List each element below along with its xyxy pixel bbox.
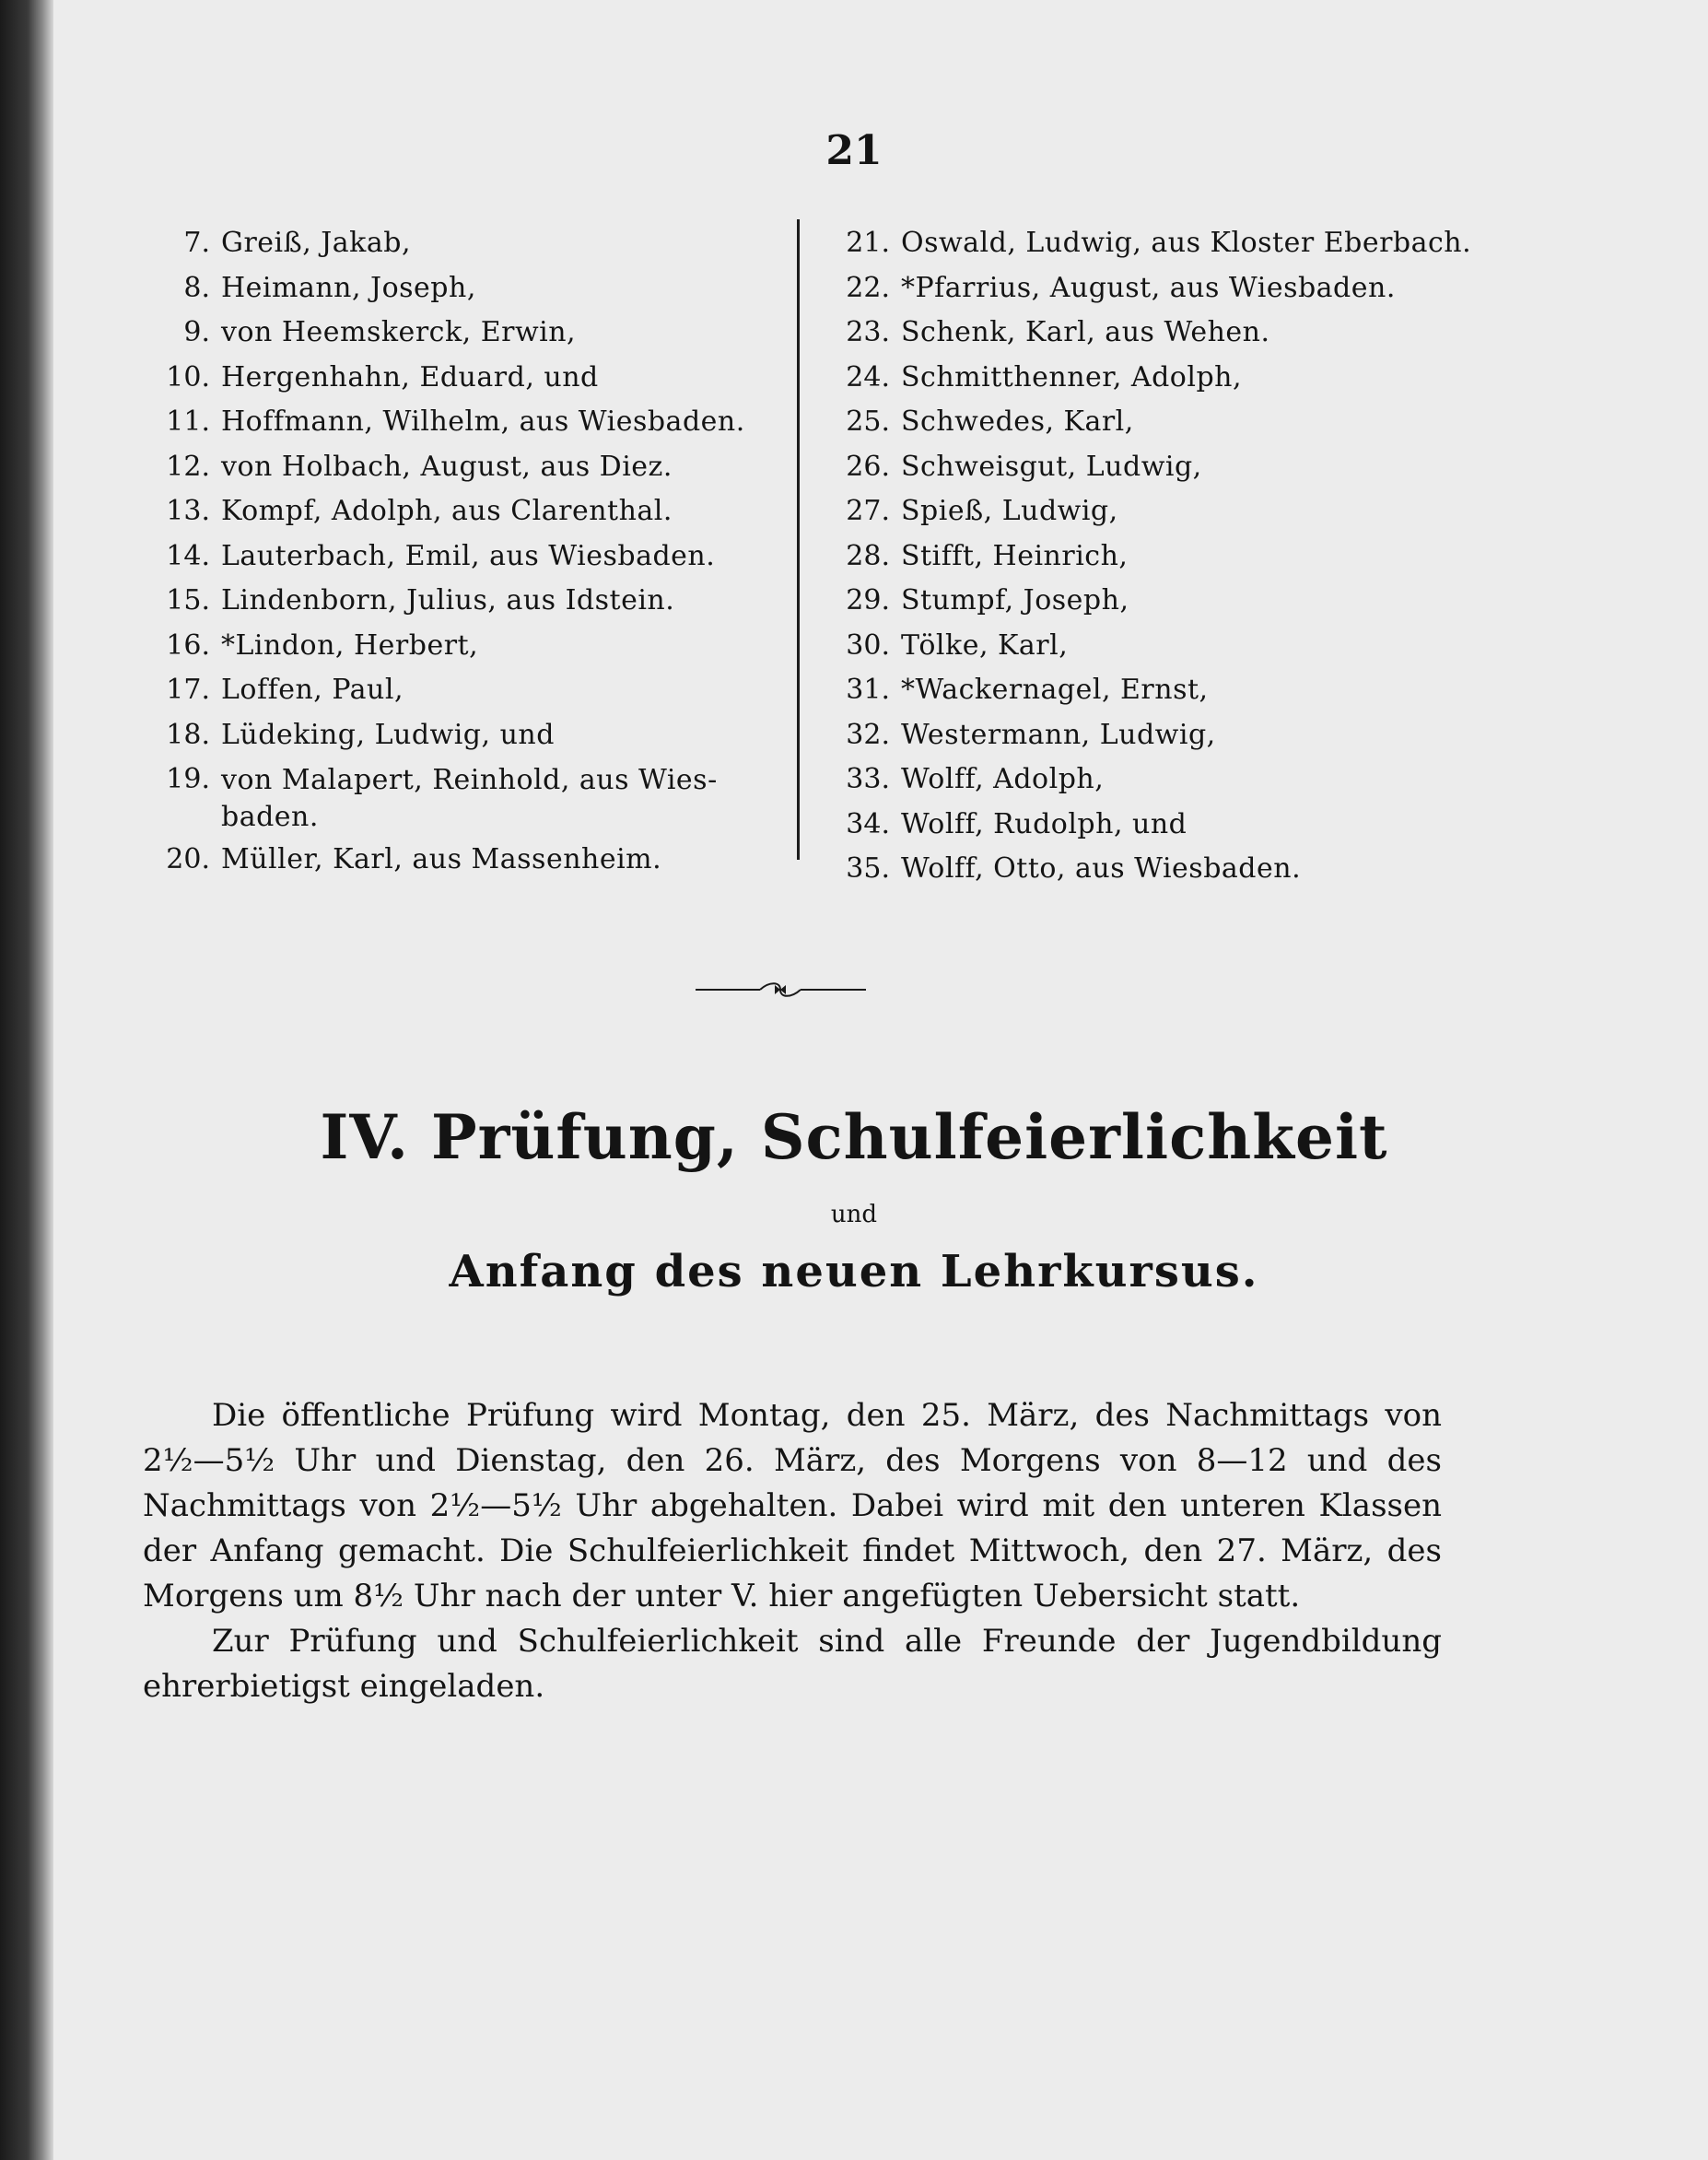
list-item [138,445,797,490]
student-number: 11. [166,405,210,438]
student-number: 23. [846,316,890,348]
list-item [138,400,797,445]
student-number: 31. [846,674,890,706]
student-number: 7. [183,227,210,259]
student-number: 28. [846,539,890,572]
student-list-left [138,221,797,883]
list-item [138,311,797,356]
student-name: Hoffmann, Wilhelm, aus Wiesbaden. [221,405,745,438]
student-name: Lüdeking, Ludwig, und [221,718,555,751]
student-number: 17. [166,674,210,706]
student-number: 32. [846,718,890,751]
list-item [138,713,797,758]
section-title: IV. Prüfung, Schulfeierlichkeit [320,1101,1388,1173]
body-text [143,1393,1442,1709]
student-number: 19. [166,763,210,795]
student-name: Hergenhahn, Eduard, und [221,360,599,393]
list-item [818,221,1647,266]
list-item [138,221,797,266]
list-item [138,624,797,669]
student-number: 20. [166,843,210,875]
student-number: 15. [166,584,210,616]
list-item [818,266,1647,311]
student-number: 9. [183,316,210,348]
student-name: Schwedes, Karl, [901,405,1134,438]
list-item [818,311,1647,356]
student-number: 30. [846,628,890,662]
student-name: Wolff, Adolph, [901,763,1105,795]
student-number: 13. [166,495,210,527]
student-name: von Heemskerck, Erwin, [221,316,577,348]
binding-shadow [0,0,53,2160]
student-number: 35. [846,852,890,885]
paragraph: Die öffentliche Prüfung wird Montag, den 25. März, des Nachmittags von 2½—5½ Uhr und Dienstag, den 26. März, des Morgens von 8—12 und des Nachmittags von 2½—5½ Uhr abgehalten. Dabei wird mit den unteren Klassen der Anfang gemacht. Die Schulfeierlichkeit findet Mittwoch, den 27. März, des Morgens um 8½ Uhr nach der unter V. hier angefügten Uebersicht statt. [143,1397,1442,1614]
student-name: Kompf, Adolph, aus Clarenthal. [221,495,673,527]
list-item [818,400,1647,445]
list-item [818,624,1647,669]
student-name: Schmitthenner, Adolph, [901,360,1243,393]
list-item [818,356,1647,401]
student-name: Wolff, Otto, aus Wiesbaden. [901,852,1302,885]
student-number: 24. [846,360,890,393]
paragraph: Zur Prüfung und Schulfeierlichkeit sind alle Freunde der Jugendbildung ehrerbietigst eingeladen. [143,1623,1442,1705]
section-subtitle: Anfang des neuen Lehrkursus. [449,1246,1259,1297]
student-name: Tölke, Karl, [901,628,1069,662]
list-item [818,713,1647,758]
ornament-divider-icon [696,980,866,1000]
list-item [138,534,797,580]
student-name: *Wackernagel, Ernst, [901,674,1209,706]
student-name: Stifft, Heinrich, [901,539,1129,572]
list-item [138,266,797,311]
list-item [818,803,1647,848]
list-item [138,757,797,838]
student-number: 16. [166,628,210,662]
list-item [138,668,797,713]
student-name: Westermann, Ludwig, [901,718,1216,751]
student-number: 14. [166,539,210,572]
student-number: 26. [846,450,890,483]
student-name: Oswald, Ludwig, aus Kloster Eberbach. [901,227,1472,259]
student-number: 34. [846,807,890,840]
student-number: 12. [166,450,210,483]
student-number: 27. [846,495,890,527]
list-item [818,579,1647,624]
student-number: 29. [846,584,890,616]
student-list-right [818,221,1647,892]
page-number: 21 [825,127,883,174]
student-number: 33. [846,763,890,795]
student-name: Lauterbach, Emil, aus Wiesbaden. [221,539,716,572]
student-number: 18. [166,718,210,751]
list-item [138,579,797,624]
student-name: *Pfarrius, August, aus Wiesbaden. [901,271,1396,304]
column-divider [797,219,800,860]
student-number: 8. [183,271,210,304]
student-name: Schweisgut, Ludwig, [901,450,1202,483]
student-name: von Holbach, August, aus Diez. [221,450,673,483]
student-name: Heimann, Joseph, [221,271,476,304]
student-number: 25. [846,405,890,438]
list-item [818,847,1647,892]
list-item [138,489,797,534]
section-conjunction: und [830,1201,878,1228]
list-item [138,838,797,883]
student-name: Schenk, Karl, aus Wehen. [901,316,1270,348]
list-item [818,668,1647,713]
student-name: Greiß, Jakab, [221,227,411,259]
student-name: Müller, Karl, aus Massenheim. [221,843,662,875]
student-number: 10. [166,360,210,393]
student-name: Spieß, Ludwig, [901,495,1118,527]
list-item [818,489,1647,534]
student-number: 22. [846,271,890,304]
student-number: 21. [846,227,890,259]
list-item [818,534,1647,580]
student-name: Stumpf, Joseph, [901,584,1129,616]
student-name: *Lindon, Herbert, [221,628,479,662]
list-item [818,757,1647,803]
list-item [818,445,1647,490]
student-name: Lindenborn, Julius, aus Idstein. [221,584,675,616]
student-name: Loffen, Paul, [221,674,404,706]
student-name: Wolff, Rudolph, und [901,807,1187,840]
student-name: von Malapert, Reinhold, aus Wies-baden. [221,764,718,833]
list-item [138,356,797,401]
